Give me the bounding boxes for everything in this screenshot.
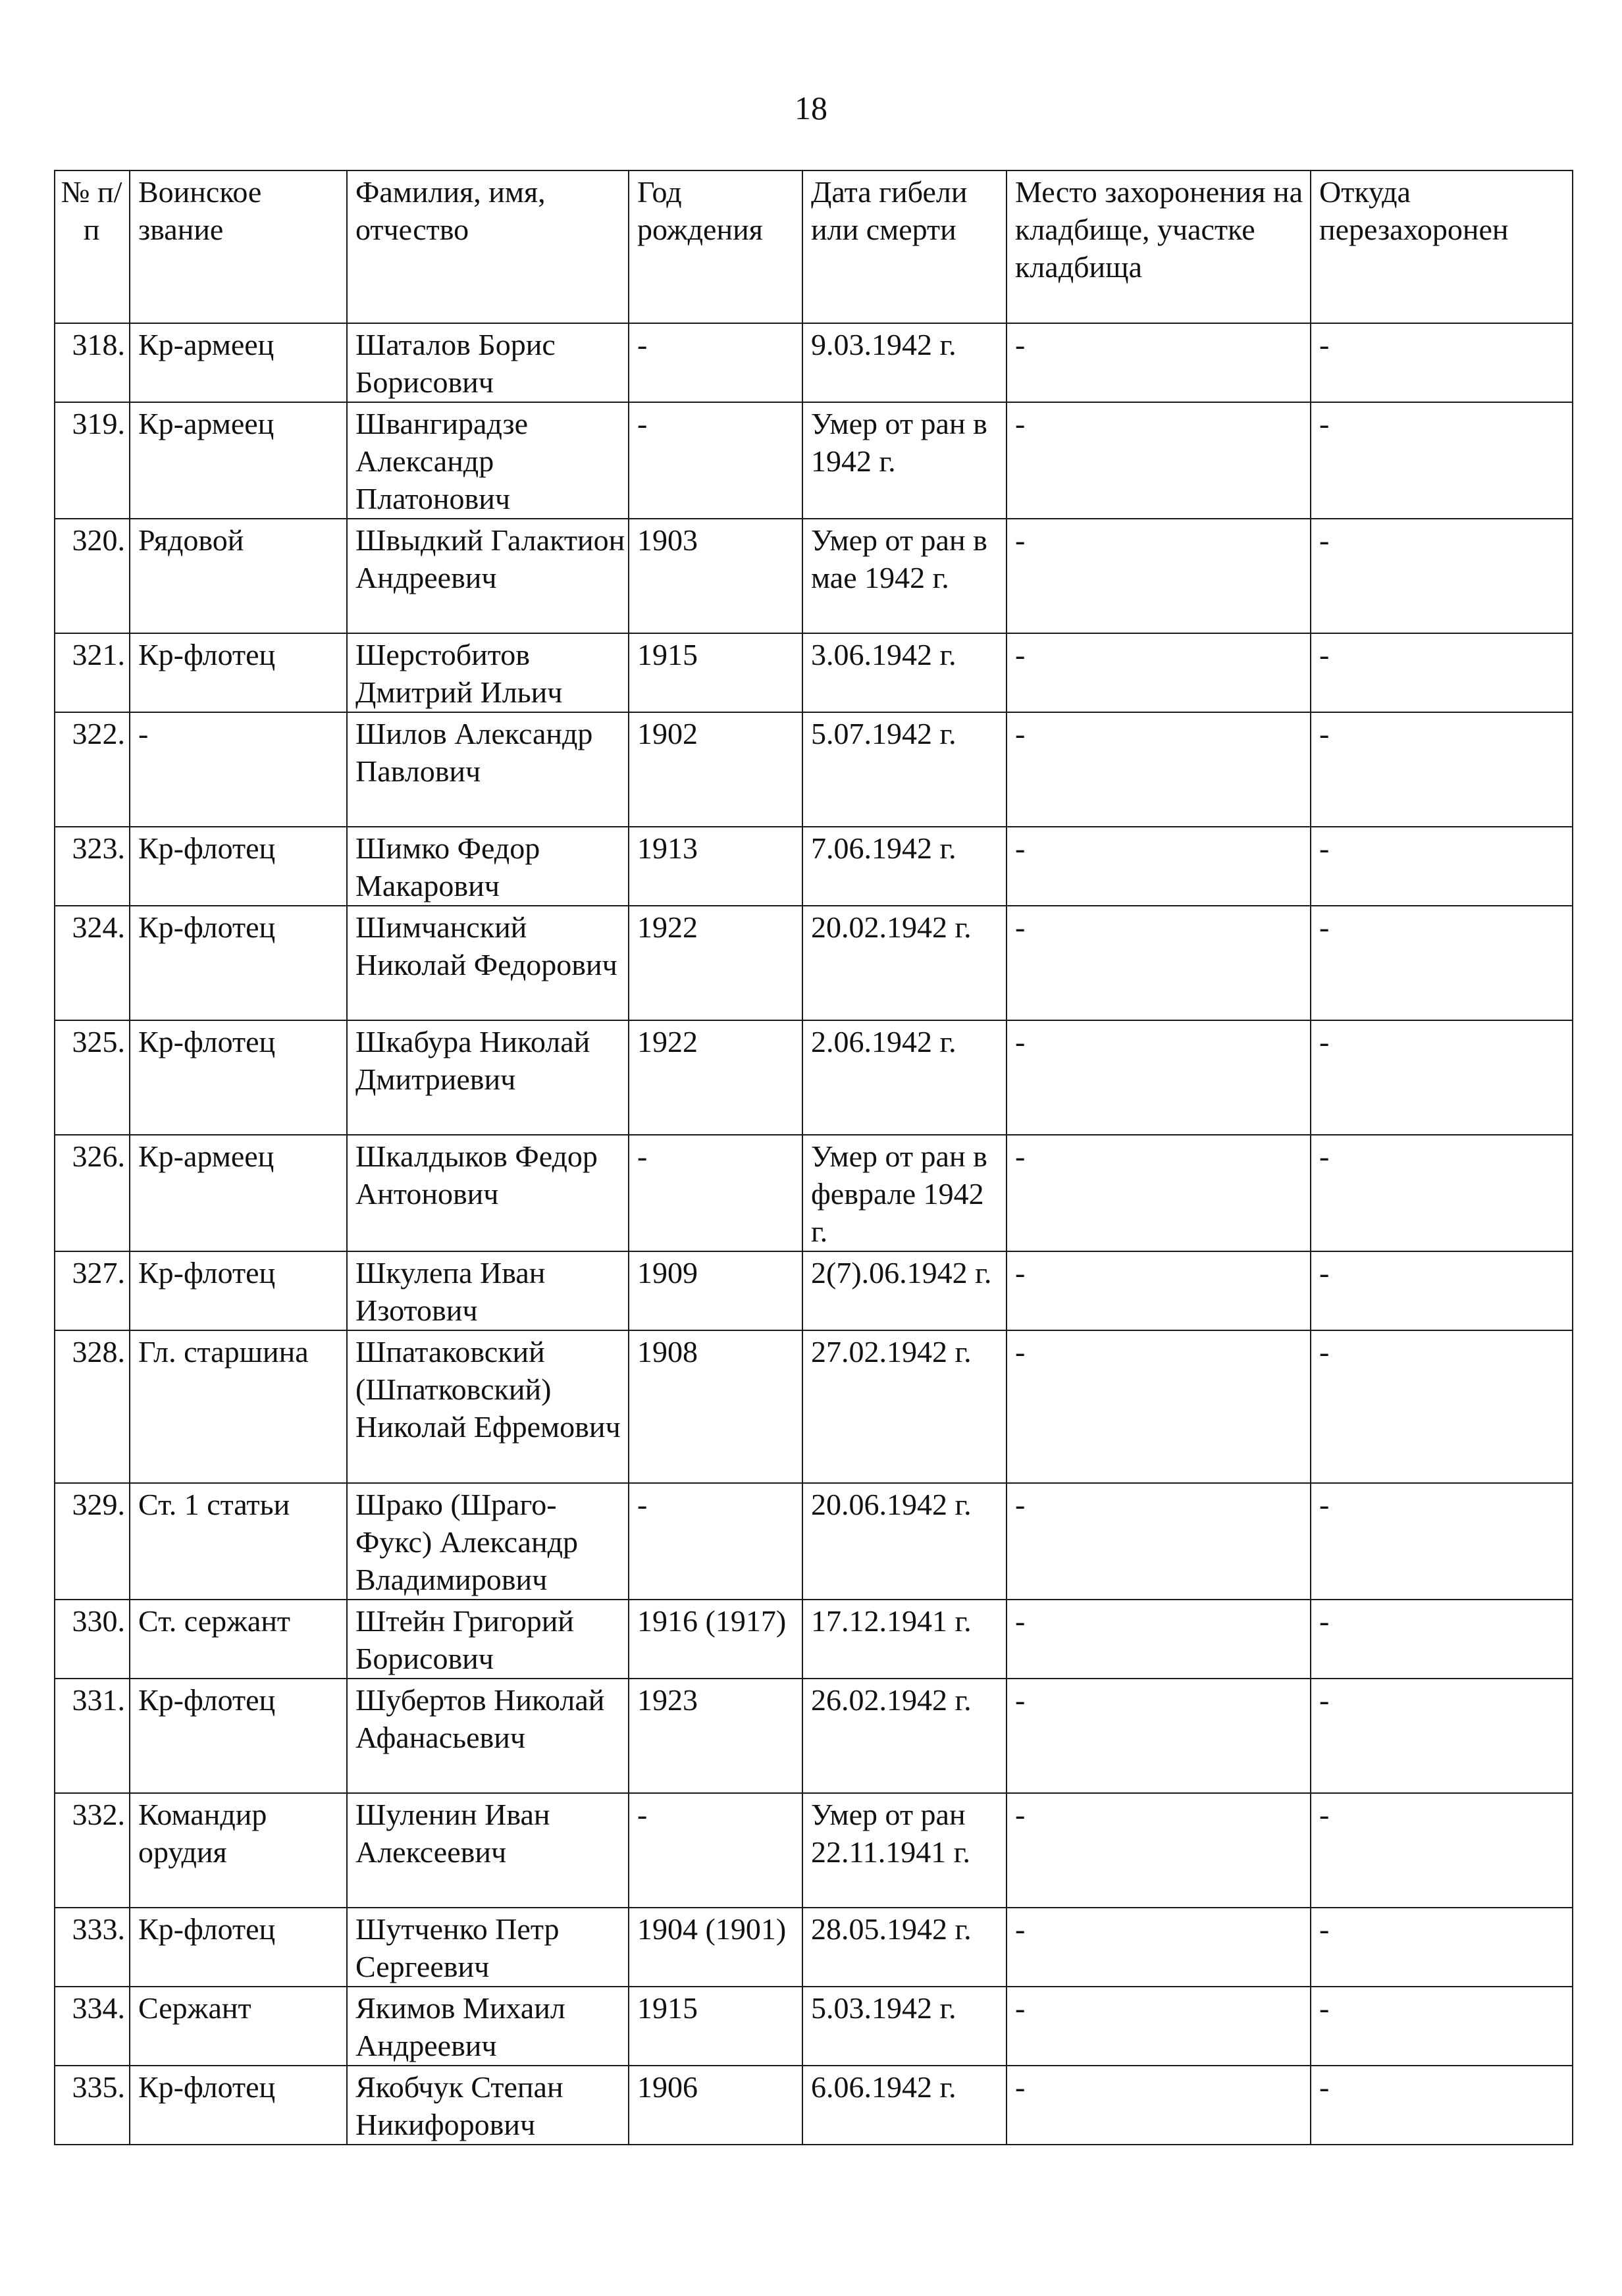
column-header-rank: Воинское звание (130, 170, 347, 323)
cell-reburied-from: - (1311, 402, 1573, 519)
table-row (55, 519, 1573, 633)
cell-birth-year: 1908 (629, 1330, 802, 1483)
table-row (55, 712, 1573, 827)
cell-reburied-from: - (1311, 1483, 1573, 1600)
cell-burial-place: - (1007, 1020, 1311, 1135)
column-header-reburied-from: Откуда перезахоронен (1311, 170, 1573, 323)
cell-burial-place: - (1007, 633, 1311, 712)
cell-reburied-from: - (1311, 323, 1573, 402)
cell-number: 326. (55, 1135, 130, 1251)
column-header-number: № п/п (55, 170, 130, 323)
cell-name: Шимчанский Николай Федорович (347, 906, 629, 1020)
table-row (55, 1483, 1573, 1600)
cell-death-date: 2.06.1942 г. (802, 1020, 1007, 1135)
cell-birth-year: 1916 (1917) (629, 1600, 802, 1679)
cell-birth-year: 1913 (629, 827, 802, 906)
table-row (55, 1600, 1573, 1679)
cell-reburied-from: - (1311, 827, 1573, 906)
cell-reburied-from: - (1311, 1793, 1573, 1908)
cell-number: 320. (55, 519, 130, 633)
cell-rank: Кр-флотец (130, 2066, 347, 2145)
table-row (55, 1987, 1573, 2066)
table-row (55, 1330, 1573, 1483)
cell-birth-year: 1922 (629, 1020, 802, 1135)
cell-number: 318. (55, 323, 130, 402)
cell-burial-place: - (1007, 1135, 1311, 1251)
cell-reburied-from: - (1311, 712, 1573, 827)
cell-name: Шубертов Николай Афанасьевич (347, 1679, 629, 1793)
cell-number: 325. (55, 1020, 130, 1135)
cell-name: Якобчук Степан Никифорович (347, 2066, 629, 2145)
cell-number: 324. (55, 906, 130, 1020)
table-row (55, 1135, 1573, 1251)
cell-rank: Кр-флотец (130, 633, 347, 712)
cell-name: Шерстобитов Дмитрий Ильич (347, 633, 629, 712)
cell-number: 334. (55, 1987, 130, 2066)
cell-burial-place: - (1007, 712, 1311, 827)
cell-death-date: 5.07.1942 г. (802, 712, 1007, 827)
cell-birth-year: 1915 (629, 633, 802, 712)
cell-death-date: 28.05.1942 г. (802, 1908, 1007, 1987)
cell-name: Шкалдыков Федор Антонович (347, 1135, 629, 1251)
cell-name: Штейн Григорий Борисович (347, 1600, 629, 1679)
page-number: 18 (795, 90, 827, 126)
cell-number: 329. (55, 1483, 130, 1600)
cell-reburied-from: - (1311, 1600, 1573, 1679)
cell-burial-place: - (1007, 1251, 1311, 1330)
table-row (55, 633, 1573, 712)
cell-rank: Гл. старшина (130, 1330, 347, 1483)
cell-reburied-from: - (1311, 1330, 1573, 1483)
cell-rank: Ст. сержант (130, 1600, 347, 1679)
cell-birth-year: 1902 (629, 712, 802, 827)
cell-reburied-from: - (1311, 1679, 1573, 1793)
cell-name: Шутченко Петр Сергеевич (347, 1908, 629, 1987)
cell-number: 327. (55, 1251, 130, 1330)
cell-number: 333. (55, 1908, 130, 1987)
cell-birth-year: - (629, 1135, 802, 1251)
cell-rank: Ст. 1 статьи (130, 1483, 347, 1600)
cell-rank: Кр-флотец (130, 1251, 347, 1330)
cell-rank: Кр-армеец (130, 1135, 347, 1251)
cell-name: Шаталов Борис Борисович (347, 323, 629, 402)
cell-number: 328. (55, 1330, 130, 1483)
cell-birth-year: - (629, 402, 802, 519)
cell-death-date: 2(7).06.1942 г. (802, 1251, 1007, 1330)
cell-name: Шуленин Иван Алексеевич (347, 1793, 629, 1908)
table-row (55, 1020, 1573, 1135)
cell-burial-place: - (1007, 906, 1311, 1020)
cell-death-date: Умер от ран в мае 1942 г. (802, 519, 1007, 633)
cell-rank: Кр-флотец (130, 827, 347, 906)
cell-birth-year: - (629, 1793, 802, 1908)
cell-name: Шрако (Шраго-Фукс) Александр Владимирович (347, 1483, 629, 1600)
table-row (55, 1908, 1573, 1987)
cell-death-date: 20.02.1942 г. (802, 906, 1007, 1020)
cell-number: 335. (55, 2066, 130, 2145)
cell-death-date: 17.12.1941 г. (802, 1600, 1007, 1679)
cell-death-date: 6.06.1942 г. (802, 2066, 1007, 2145)
cell-reburied-from: - (1311, 519, 1573, 633)
cell-burial-place: - (1007, 1987, 1311, 2066)
cell-number: 322. (55, 712, 130, 827)
cell-death-date: Умер от ран в 1942 г. (802, 402, 1007, 519)
cell-rank: Кр-флотец (130, 1679, 347, 1793)
cell-death-date: 3.06.1942 г. (802, 633, 1007, 712)
cell-birth-year: 1904 (1901) (629, 1908, 802, 1987)
burial-register-table (54, 170, 1573, 2145)
cell-name: Швыдкий Галактион Андреевич (347, 519, 629, 633)
cell-birth-year: 1906 (629, 2066, 802, 2145)
cell-name: Шкабура Николай Дмитриевич (347, 1020, 629, 1135)
cell-number: 321. (55, 633, 130, 712)
cell-rank: Кр-флотец (130, 906, 347, 1020)
table-row (55, 2066, 1573, 2145)
cell-rank: Кр-армеец (130, 323, 347, 402)
cell-rank: Кр-флотец (130, 1908, 347, 1987)
cell-rank: - (130, 712, 347, 827)
column-header-name: Фамилия, имя, отчество (347, 170, 629, 323)
cell-rank: Рядовой (130, 519, 347, 633)
table-row (55, 1679, 1573, 1793)
cell-reburied-from: - (1311, 1020, 1573, 1135)
cell-birth-year: 1909 (629, 1251, 802, 1330)
table-row (55, 323, 1573, 402)
cell-death-date: 5.03.1942 г. (802, 1987, 1007, 2066)
cell-number: 330. (55, 1600, 130, 1679)
table-row (55, 402, 1573, 519)
cell-burial-place: - (1007, 402, 1311, 519)
cell-burial-place: - (1007, 1793, 1311, 1908)
column-header-birth-year: Год рождения (629, 170, 802, 323)
cell-rank: Командир орудия (130, 1793, 347, 1908)
cell-burial-place: - (1007, 1483, 1311, 1600)
cell-burial-place: - (1007, 323, 1311, 402)
cell-death-date: 9.03.1942 г. (802, 323, 1007, 402)
cell-birth-year: 1915 (629, 1987, 802, 2066)
cell-name: Шкулепа Иван Изотович (347, 1251, 629, 1330)
cell-reburied-from: - (1311, 1135, 1573, 1251)
column-header-burial-place: Место захоронения на кладбище, участке кладбища (1007, 170, 1311, 323)
cell-burial-place: - (1007, 827, 1311, 906)
cell-number: 331. (55, 1679, 130, 1793)
table-header-row (55, 170, 1573, 323)
column-header-death-date: Дата гибели или смерти (802, 170, 1007, 323)
cell-rank: Сержант (130, 1987, 347, 2066)
cell-name: Якимов Михаил Андреевич (347, 1987, 629, 2066)
cell-burial-place: - (1007, 1600, 1311, 1679)
cell-reburied-from: - (1311, 1251, 1573, 1330)
cell-death-date: 7.06.1942 г. (802, 827, 1007, 906)
table-row (55, 906, 1573, 1020)
cell-reburied-from: - (1311, 2066, 1573, 2145)
cell-number: 319. (55, 402, 130, 519)
cell-number: 323. (55, 827, 130, 906)
cell-burial-place: - (1007, 1679, 1311, 1793)
cell-birth-year: 1922 (629, 906, 802, 1020)
table-row (55, 1251, 1573, 1330)
cell-reburied-from: - (1311, 906, 1573, 1020)
cell-rank: Кр-армеец (130, 402, 347, 519)
cell-birth-year: 1903 (629, 519, 802, 633)
table-row (55, 1793, 1573, 1908)
table-body (55, 323, 1573, 2145)
cell-name: Шилов Александр Павлович (347, 712, 629, 827)
cell-number: 332. (55, 1793, 130, 1908)
cell-death-date: Умер от ран 22.11.1941 г. (802, 1793, 1007, 1908)
cell-reburied-from: - (1311, 1987, 1573, 2066)
cell-death-date: Умер от ран в феврале 1942 г. (802, 1135, 1007, 1251)
cell-death-date: 27.02.1942 г. (802, 1330, 1007, 1483)
cell-birth-year: - (629, 323, 802, 402)
cell-birth-year: - (629, 1483, 802, 1600)
cell-burial-place: - (1007, 519, 1311, 633)
cell-burial-place: - (1007, 1330, 1311, 1483)
cell-name: Швангирадзе Александр Платонович (347, 402, 629, 519)
cell-reburied-from: - (1311, 633, 1573, 712)
cell-death-date: 20.06.1942 г. (802, 1483, 1007, 1600)
cell-birth-year: 1923 (629, 1679, 802, 1793)
table-row (55, 827, 1573, 906)
cell-burial-place: - (1007, 1908, 1311, 1987)
cell-name: Шимко Федор Макарович (347, 827, 629, 906)
cell-name: Шпатаковский (Шпатковский) Николай Ефремович (347, 1330, 629, 1483)
cell-death-date: 26.02.1942 г. (802, 1679, 1007, 1793)
cell-reburied-from: - (1311, 1908, 1573, 1987)
cell-burial-place: - (1007, 2066, 1311, 2145)
cell-rank: Кр-флотец (130, 1020, 347, 1135)
